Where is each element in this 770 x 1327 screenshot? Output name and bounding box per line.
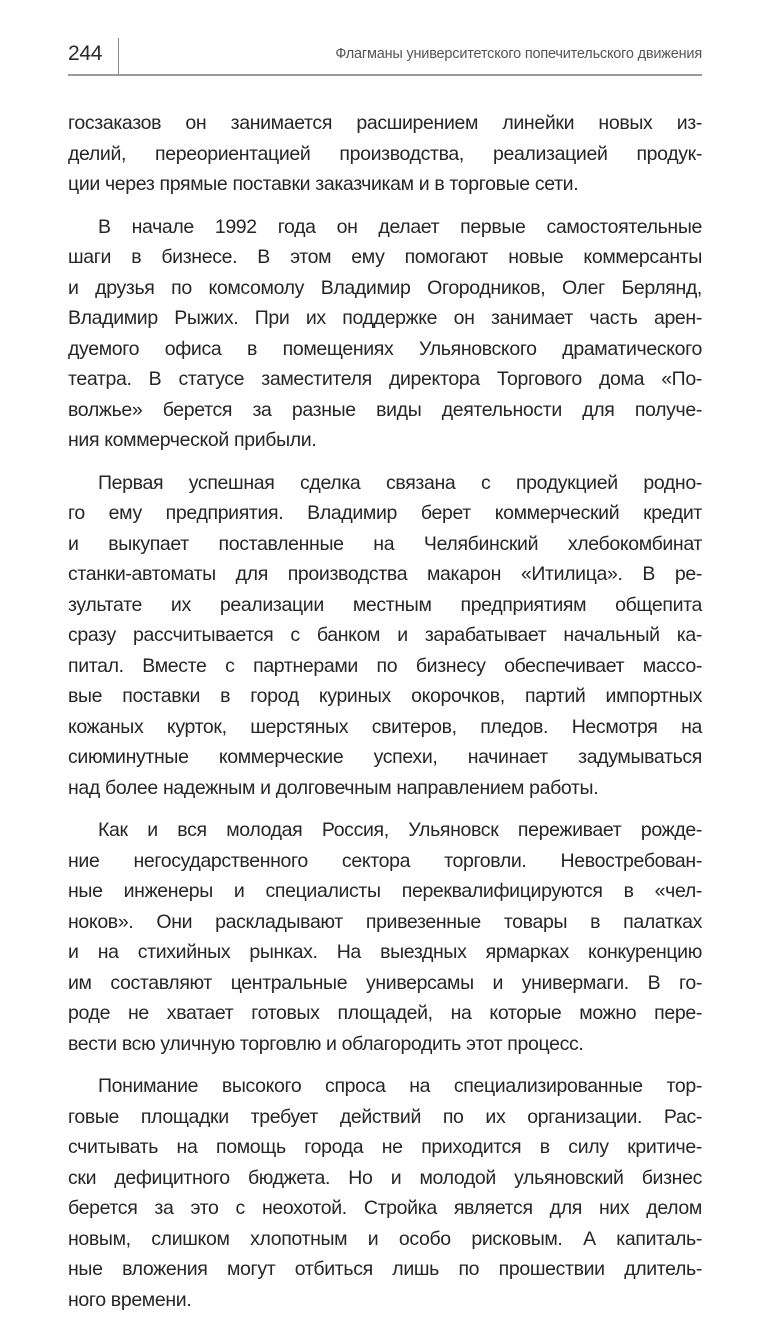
text-line: и на стихийных рынках. На выездных ярмарках конкуренцию xyxy=(68,941,702,963)
text-line: сразу рассчитывается с банком и зарабатывает начальный ка- xyxy=(68,624,702,646)
page-body xyxy=(68,108,702,1327)
text-line: Как и вся молодая Россия, Ульяновск переживает рожде- xyxy=(98,819,702,841)
text-line: сиюминутные коммерческие успехи, начинает задумываться xyxy=(68,746,702,768)
header-separator xyxy=(118,38,119,74)
text-line: кожаных курток, шерстяных свитеров, пледов. Несмотря на xyxy=(68,715,702,738)
text-line: В начале 1992 года он делает первые самостоятельные xyxy=(98,215,702,238)
text-line: го ему предприятия. Владимир берет коммерческий кредит xyxy=(68,502,702,524)
text-line: делий, переориентацией производства, реализацией продук- xyxy=(68,142,702,165)
text-line: Владимир Рыжих. При их поддержке он занимает часть арен- xyxy=(68,307,702,329)
page-header xyxy=(68,38,702,76)
text-line: считывать на помощь города не приходится в силу критиче- xyxy=(68,1136,702,1158)
page-number: 244 xyxy=(68,42,103,65)
text-line: вести всю уличную торговлю и облагородить этот процесс. xyxy=(68,1032,584,1055)
paragraph xyxy=(68,468,702,804)
text-line: ски дефицитного бюджета. Но и молодой ульяновский бизнес xyxy=(68,1166,702,1189)
paragraph xyxy=(68,815,702,1059)
running-title: Флагманы университетского попечительского движения xyxy=(335,46,702,62)
paragraph xyxy=(68,108,702,200)
text-line: шаги в бизнесе. В этом ему помогают новые коммерсанты xyxy=(68,246,702,268)
text-line: и друзья по комсомолу Владимир Огородников, Олег Берлянд, xyxy=(68,276,702,299)
text-line: Первая успешная сделка связана с продукцией родно- xyxy=(98,471,702,494)
text-line: госзаказов он занимается расширением линейки новых из- xyxy=(68,112,702,134)
text-line: ного времени. xyxy=(68,1288,192,1311)
text-line: берется за это с неохотой. Стройка является для них делом xyxy=(68,1197,702,1219)
text-line: ные вложения могут отбиться лишь по прошествии длитель- xyxy=(68,1258,702,1280)
text-line: театра. В статусе заместителя директора Торгового дома «По- xyxy=(68,368,702,390)
text-line: новым, слишком хлопотным и особо рисковым. А капиталь- xyxy=(68,1227,702,1250)
text-line: над более надежным и долговечным направлением работы. xyxy=(68,776,599,799)
text-line: ние негосударственного сектора торговли. Невостребован- xyxy=(68,849,702,872)
paragraph xyxy=(68,212,702,456)
text-line: ции через прямые поставки заказчикам и в торговые сети. xyxy=(68,173,579,195)
text-line: ния коммерческой прибыли. xyxy=(68,429,317,451)
text-line: дуемого офиса в помещениях Ульяновского драматического xyxy=(68,337,702,360)
text-line: Понимание высокого спроса на специализированные тор- xyxy=(98,1075,702,1097)
text-line: им составляют центральные универсамы и универмаги. В го- xyxy=(68,971,702,994)
paragraph xyxy=(68,1071,702,1315)
text-line: роде не хватает готовых площадей, на которые можно пере- xyxy=(68,1002,702,1024)
text-line: и выкупает поставленные на Челябинский хлебокомбинат xyxy=(68,532,702,555)
text-line: вые поставки в город куриных окорочков, партий импортных xyxy=(68,685,702,707)
text-line: говые площадки требует действий по их организации. Рас- xyxy=(68,1105,702,1128)
text-line: ные инженеры и специалисты переквалифицируются в «чел- xyxy=(68,880,702,902)
text-line: питал. Вместе с партнерами по бизнесу обеспечивает массо- xyxy=(68,654,702,677)
text-line: станки-автоматы для производства макарон «Итилица». В ре- xyxy=(68,563,702,585)
text-line: зультате их реализации местным предприятиям общепита xyxy=(68,593,702,616)
text-line: ноков». Они раскладывают привезенные товары в палатках xyxy=(68,910,702,933)
text-line: волжье» берется за разные виды деятельности для получе- xyxy=(68,398,702,421)
